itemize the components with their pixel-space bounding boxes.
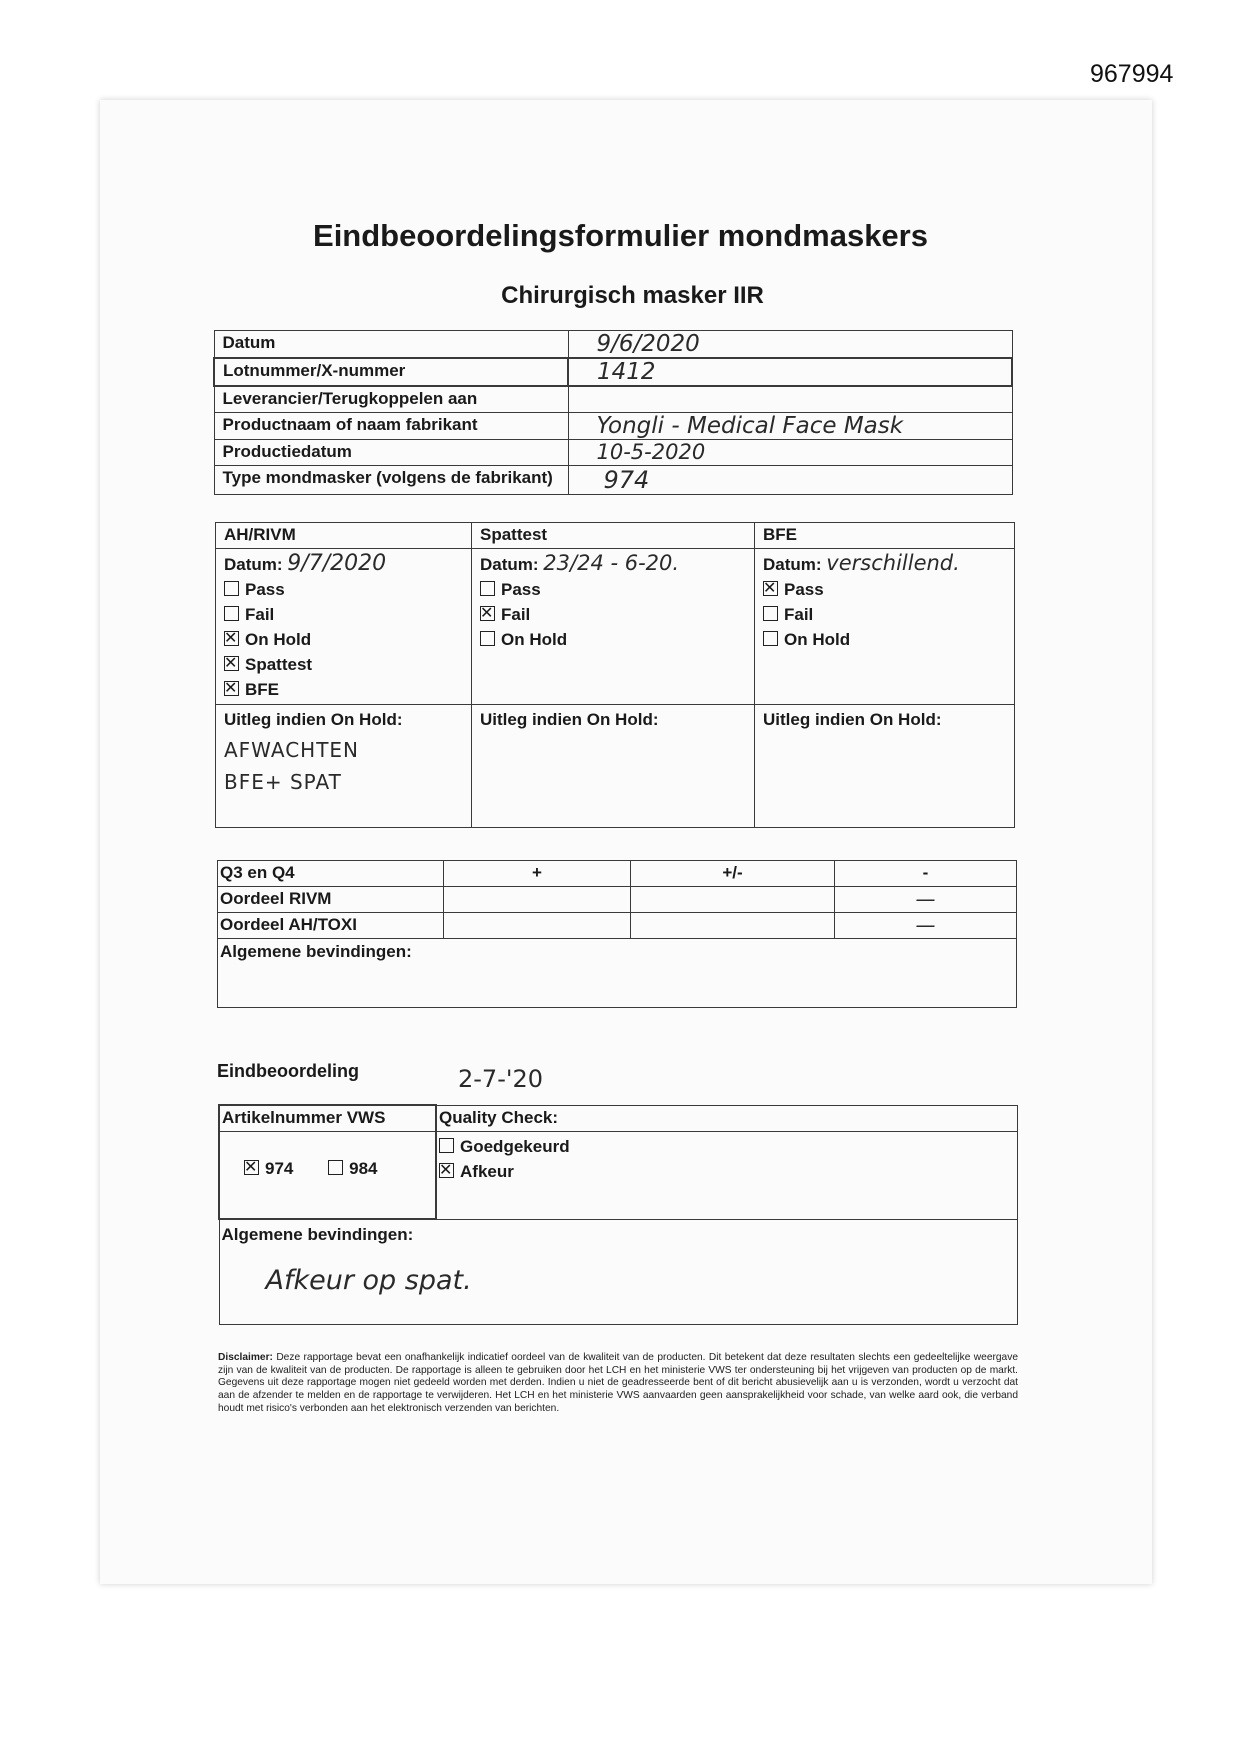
info-value-type: 974 (568, 466, 1012, 495)
spattest-date: 23/24 - 6-20. (543, 551, 680, 575)
document-id: 967994 (1090, 60, 1174, 88)
ah-rivm-results (216, 549, 472, 705)
option-fail[interactable]: ✕Fail (480, 602, 746, 627)
option-pass[interactable]: ✕Pass (763, 577, 1006, 602)
option-goedgekeurd[interactable]: Goedgekeurd (439, 1134, 1015, 1159)
info-table (213, 330, 1013, 495)
rivm-minus-mark: — (835, 887, 1017, 913)
option-on-hold[interactable]: On Hold (763, 627, 1006, 652)
eindbeoordeling-table (218, 1104, 1018, 1325)
checked-checkbox-icon[interactable] (480, 606, 495, 621)
option-afkeur[interactable]: ✕Afkeur (439, 1159, 1015, 1184)
explain-label: Uitleg indien On Hold: (224, 710, 403, 729)
q-header: Q3 en Q4 (218, 861, 444, 887)
form-title: Eindbeoordelingsformulier mondmaskers (313, 218, 928, 253)
eind-findings-text: Afkeur op spat. (265, 1265, 472, 1296)
q-row-ah-toxi: Oordeel AH/TOXI (218, 913, 444, 939)
info-value-lotnummer: 1412 (568, 358, 1012, 386)
bfe-results (755, 549, 1015, 705)
quality-check-label: Quality Check: (436, 1105, 1018, 1132)
bfe-explanation-cell (755, 705, 1015, 828)
option-fail[interactable]: Fail (763, 602, 1006, 627)
checkbox-icon[interactable] (480, 631, 495, 646)
explain-label: Uitleg indien On Hold: (480, 710, 659, 729)
q-findings-cell (218, 939, 1017, 1008)
info-row-type (214, 466, 1012, 495)
option-974[interactable]: ✕974 (244, 1159, 293, 1178)
disclaimer-label: Disclaimer: (218, 1352, 273, 1363)
quality-check-options (436, 1132, 1018, 1220)
checked-checkbox-icon[interactable] (224, 681, 239, 696)
info-row-productiedatum (214, 440, 1012, 466)
info-value-productiedatum: 10-5-2020 (568, 440, 1012, 466)
date-label: Datum: (480, 555, 539, 574)
info-label: Leverancier/Terugkoppelen aan (214, 386, 568, 413)
bfe-date: verschillend. (826, 551, 960, 575)
info-label: Lotnummer/X-nummer (214, 358, 568, 386)
checked-checkbox-icon[interactable] (224, 631, 239, 646)
eindbeoordeling-label: Eindbeoordeling (217, 1061, 359, 1081)
option-fail[interactable]: Fail (224, 602, 463, 627)
option-pass[interactable]: Pass (480, 577, 746, 602)
column-header-ah-rivm: AH/RIVM (216, 523, 472, 549)
checkbox-icon[interactable] (328, 1160, 343, 1175)
checkbox-icon[interactable] (763, 631, 778, 646)
q-plusminus: +/- (631, 861, 835, 887)
checkbox-icon[interactable] (224, 581, 239, 596)
checkbox-icon[interactable] (480, 581, 495, 596)
spattest-results (472, 549, 755, 705)
ah-explanation-line-1: AFWACHTEN (224, 738, 360, 762)
explain-label: Uitleg indien On Hold: (763, 710, 942, 729)
ah-date: 9/7/2020 (287, 551, 387, 576)
checked-checkbox-icon[interactable] (439, 1163, 454, 1178)
eindbeoordeling-date: 2-7-'20 (458, 1065, 543, 1093)
findings-label: Algemene bevindingen: (221, 1225, 414, 1244)
ah-explanation-cell (216, 705, 472, 828)
option-on-hold[interactable]: On Hold (480, 627, 746, 652)
artikelnummer-options (219, 1132, 436, 1220)
column-header-bfe: BFE (755, 523, 1015, 549)
q3-q4-table (217, 860, 1017, 1008)
info-label: Type mondmasker (volgens de fabrikant) (214, 466, 568, 495)
checkbox-icon[interactable] (439, 1138, 454, 1153)
ah-explanation-line-2: BFE+ SPAT (224, 770, 342, 794)
info-row-productnaam (214, 413, 1012, 440)
q-row-rivm: Oordeel RIVM (218, 887, 444, 913)
checked-checkbox-icon[interactable] (763, 581, 778, 596)
info-value-datum: 9/6/2020 (568, 331, 1012, 359)
option-bfe[interactable]: ✕BFE (224, 677, 463, 702)
test-results-table (215, 522, 1015, 828)
disclaimer-text: Deze rapportage bevat een onafhankelijk indicatief oordeel van de kwaliteit van de producten. Dit betekent dat deze resultaten slechts een gedeeltelijke weergave zijn van de kwaliteit van de producten. De rapportage is alleen te gebruiken door het LCH en het ministerie VWS ter ondersteuning bij het vrijgeven van producten op de markt. Gegevens uit deze rapportage mogen niet gedeeld worden met derden. Indien u niet de geadresseerde bent of dit bericht abusievelijk aan u is verzonden, wordt u verzocht dat aan de afzender te melden en de rapportage te verwijderen. Het LCH en het ministerie VWS aanvaarden geen aansprakelijkheid voor schade, van welke aard ook, die verband houdt met risico's verbonden aan het elektronisch verzenden van berichten. (218, 1352, 1018, 1414)
q-minus: - (835, 861, 1017, 887)
artikelnummer-label: Artikelnummer VWS (219, 1105, 436, 1132)
info-value-productnaam: Yongli - Medical Face Mask (568, 413, 1012, 440)
column-header-spattest: Spattest (472, 523, 755, 549)
spattest-explanation-cell (472, 705, 755, 828)
option-pass[interactable]: Pass (224, 577, 463, 602)
option-on-hold[interactable]: ✕On Hold (224, 627, 463, 652)
q-plus: + (444, 861, 631, 887)
checked-checkbox-icon[interactable] (224, 656, 239, 671)
info-row-lotnummer (214, 358, 1012, 386)
checkbox-icon[interactable] (224, 606, 239, 621)
info-label: Productiedatum (214, 440, 568, 466)
option-spattest[interactable]: ✕Spattest (224, 652, 463, 677)
info-row-leverancier (214, 386, 1012, 413)
checked-checkbox-icon[interactable] (244, 1160, 259, 1175)
ah-toxi-minus-mark: — (835, 913, 1017, 939)
date-label: Datum: (224, 555, 283, 574)
info-label: Datum (214, 331, 568, 359)
eind-findings-cell (219, 1219, 1018, 1325)
info-value-leverancier (568, 386, 1012, 413)
disclaimer (218, 1352, 1018, 1416)
option-984[interactable]: 984 (328, 1159, 377, 1178)
info-row-datum (214, 331, 1012, 359)
form-subtitle: Chirurgisch masker IIR (501, 282, 764, 309)
info-label: Productnaam of naam fabrikant (214, 413, 568, 440)
checkbox-icon[interactable] (763, 606, 778, 621)
date-label: Datum: (763, 555, 822, 574)
findings-label: Algemene bevindingen: (220, 942, 412, 961)
